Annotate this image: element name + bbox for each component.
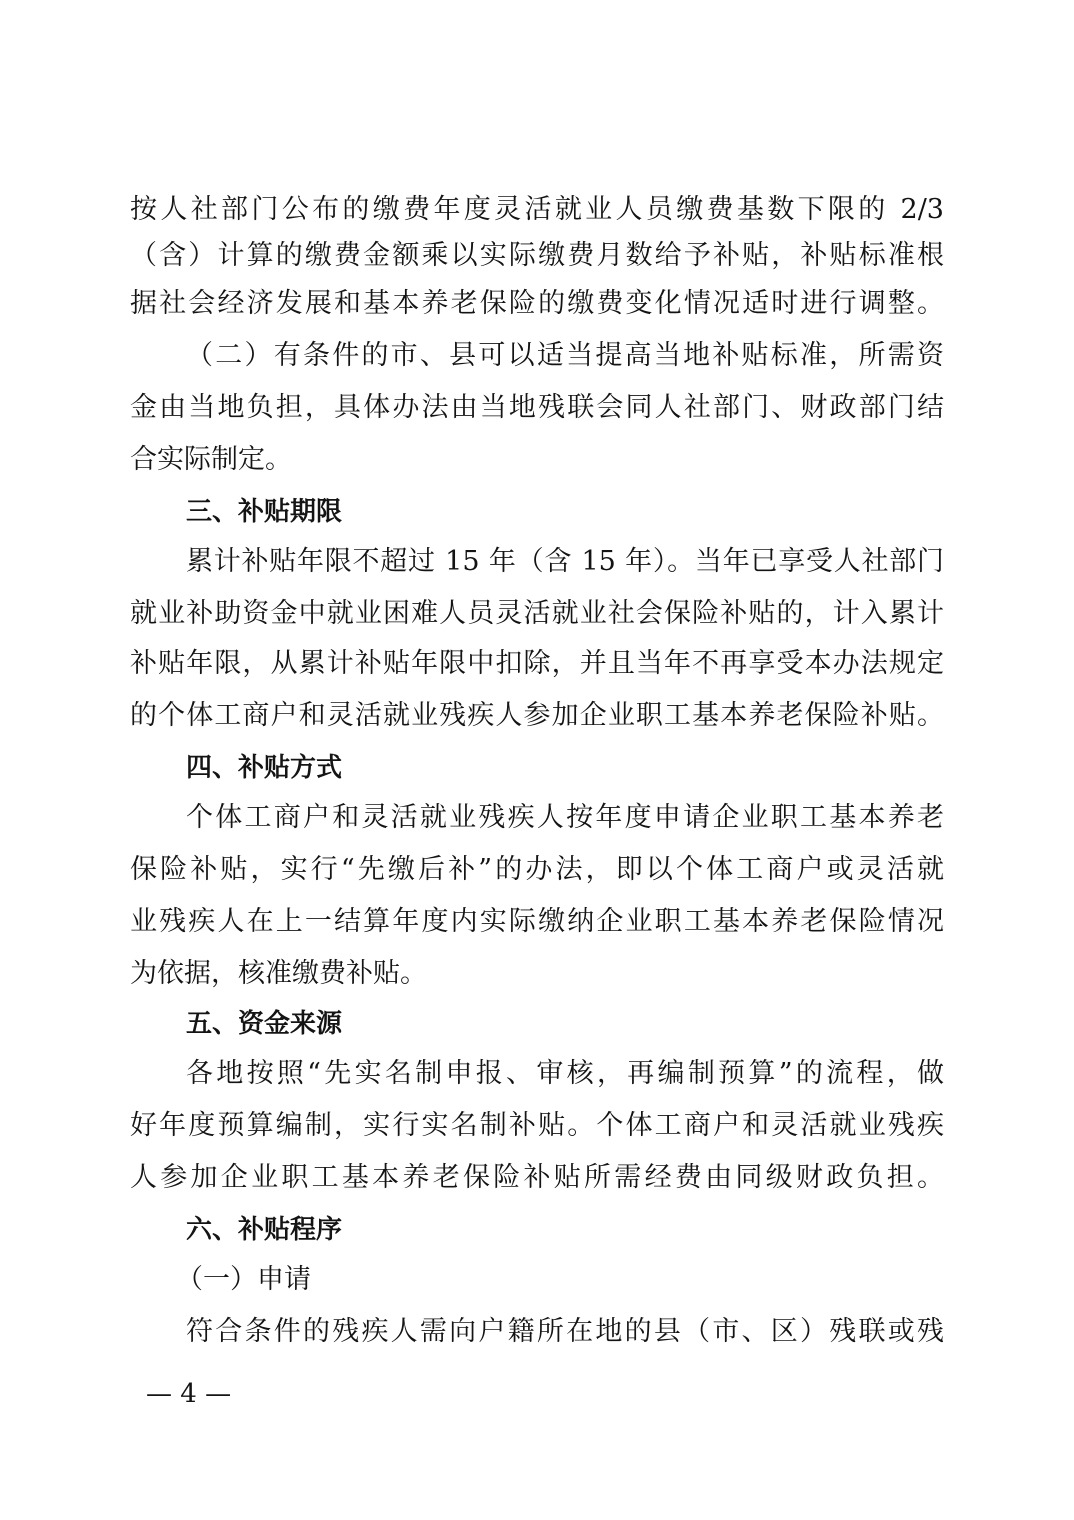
paragraph-line: 就业补助资金中就业困难人员灵活就业社会保险补贴的，计入累计 [130,598,944,629]
paragraph-line: 各地按照“先实名制申报、审核，再编制预算”的流程，做 [186,1058,944,1089]
page-number: — 4 — [146,1379,232,1409]
paragraph-line: 保险补贴，实行“先缴后补”的办法，即以个体工商户或灵活就 [130,854,944,885]
paragraph-line: 人参加企业职工基本养老保险补贴所需经费由同级财政负担。 [130,1162,944,1193]
paragraph-line: 业残疾人在上一结算年度内实际缴纳企业职工基本养老保险情况 [130,906,944,937]
subsection-heading: （一）申请 [176,1264,311,1295]
section-heading: 四、补贴方式 [186,753,343,783]
paragraph-line: 补贴年限，从累计补贴年限中扣除，并且当年不再享受本办法规定 [130,648,944,679]
paragraph-line: 为依据，核准缴费补贴。 [130,958,427,989]
paragraph-line: 好年度预算编制，实行实名制补贴。个体工商户和灵活就业残疾 [130,1110,944,1141]
paragraph-line: 累计补贴年限不超过 15 年（含 15 年）。当年已享受人社部门 [186,546,944,577]
paragraph-line: 合实际制定。 [130,444,292,475]
paragraph-line: 据社会经济发展和基本养老保险的缴费变化情况适时进行调整。 [130,288,944,319]
paragraph-line: 符合条件的残疾人需向户籍所在地的县（市、区）残联或残 [186,1316,944,1347]
section-heading: 五、资金来源 [186,1009,343,1039]
paragraph-line: 金由当地负担，具体办法由当地残联会同人社部门、财政部门结 [130,392,944,423]
paragraph-line: 个体工商户和灵活就业残疾人按年度申请企业职工基本养老 [186,802,944,833]
paragraph-line: 的个体工商户和灵活就业残疾人参加企业职工基本养老保险补贴。 [130,700,944,731]
paragraph-line: （二）有条件的市、县可以适当提高当地补贴标准，所需资 [186,340,944,371]
paragraph-line: （含）计算的缴费金额乘以实际缴费月数给予补贴，补贴标准根 [130,240,944,271]
section-heading: 六、补贴程序 [186,1215,343,1245]
section-heading: 三、补贴期限 [186,497,343,527]
paragraph-line: 按人社部门公布的缴费年度灵活就业人员缴费基数下限的 2/3 [130,194,944,225]
